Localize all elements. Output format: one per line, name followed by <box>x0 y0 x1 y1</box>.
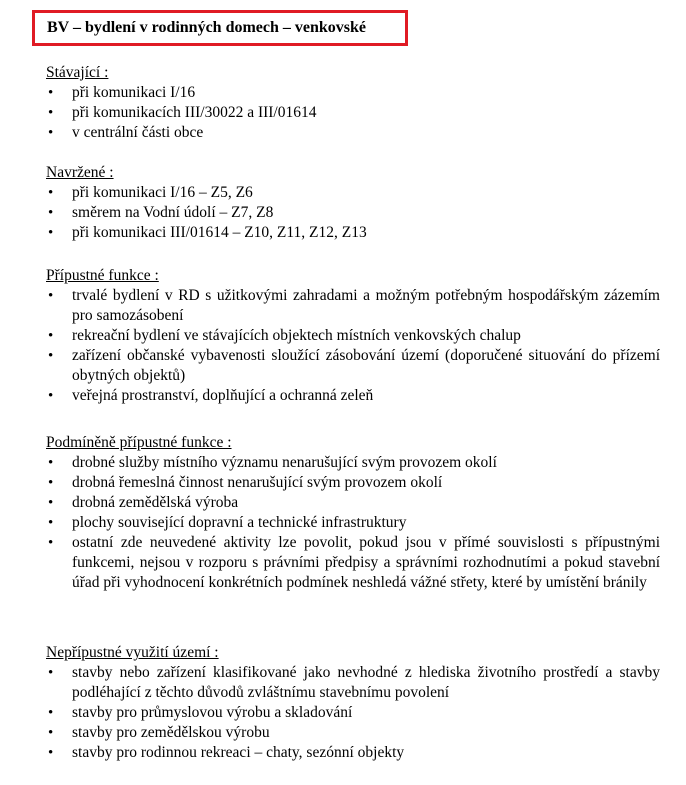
list-item: • při komunikacích III/30022 a III/01614 <box>46 103 660 123</box>
list-item: • rekreační bydlení ve stávajících objektech místních venkovských chalup <box>46 326 660 346</box>
list-item: • drobná zemědělská výroba <box>46 493 660 513</box>
list-item: • stavby pro rodinnou rekreaci – chaty, sezónní objekty <box>46 743 660 763</box>
section-heading: Podmíněně přípustné funkce : <box>46 434 232 451</box>
list-item: • při komunikaci I/16 – Z5, Z6 <box>46 183 660 203</box>
list-item: • zařízení občanské vybavenosti sloužící zásobování území (doporučené situování do přízemí obytných objektů) <box>46 346 660 386</box>
list-item: • při komunikaci III/01614 – Z10, Z11, Z12, Z13 <box>46 223 660 243</box>
list-item: • stavby pro zemědělskou výrobu <box>46 723 660 743</box>
section-pripustne-funkce <box>46 266 660 406</box>
bullet-list <box>46 83 660 143</box>
bullet-list <box>46 453 660 593</box>
section-heading: Stávající : <box>46 64 109 81</box>
list-item: • trvalé bydlení v RD s užitkovými zahradami a možným potřebným hospodářským zázemím pro samozásobení <box>46 286 660 326</box>
section-heading: Přípustné funkce : <box>46 267 159 284</box>
list-item: • plochy související dopravní a technické infrastruktury <box>46 513 660 533</box>
section-heading: Nepřípustné využití území : <box>46 644 219 661</box>
section-navrzene <box>46 163 660 243</box>
page-title: BV – bydlení v rodinných domech – venkovské <box>47 19 367 36</box>
list-item: • drobná řemeslná činnost nenarušující svým provozem okolí <box>46 473 660 493</box>
list-item: • drobné služby místního významu nenarušující svým provozem okolí <box>46 453 660 473</box>
bullet-list <box>46 663 660 763</box>
list-item: • veřejná prostranství, doplňující a ochranná zeleň <box>46 386 660 406</box>
title-box <box>32 10 408 46</box>
section-nepripustne-vyuziti <box>46 643 660 763</box>
section-heading: Navržené : <box>46 164 114 181</box>
list-item: • stavby pro průmyslovou výrobu a skladování <box>46 703 660 723</box>
section-podminene-pripustne-funkce <box>46 433 660 593</box>
section-stavajici <box>46 63 660 143</box>
list-item: • směrem na Vodní údolí – Z7, Z8 <box>46 203 660 223</box>
bullet-list <box>46 183 660 243</box>
list-item: • ostatní zde neuvedené aktivity lze povolit, pokud jsou v přímé souvislosti s přípustnými funkcemi, nejsou v rozporu s právními předpisy a správními rozhodnutími a pokud stavební úřad při vyhodnocení konkrétních podmínek neshledá vážné střety, které by umístění bránily <box>46 533 660 593</box>
bullet-list <box>46 286 660 406</box>
list-item: • stavby nebo zařízení klasifikované jako nevhodné z hlediska životního prostředí a stavby podléhající z těchto důvodů zvláštnímu stavebnímu povolení <box>46 663 660 703</box>
list-item: • při komunikaci I/16 <box>46 83 660 103</box>
list-item: • v centrální části obce <box>46 123 660 143</box>
